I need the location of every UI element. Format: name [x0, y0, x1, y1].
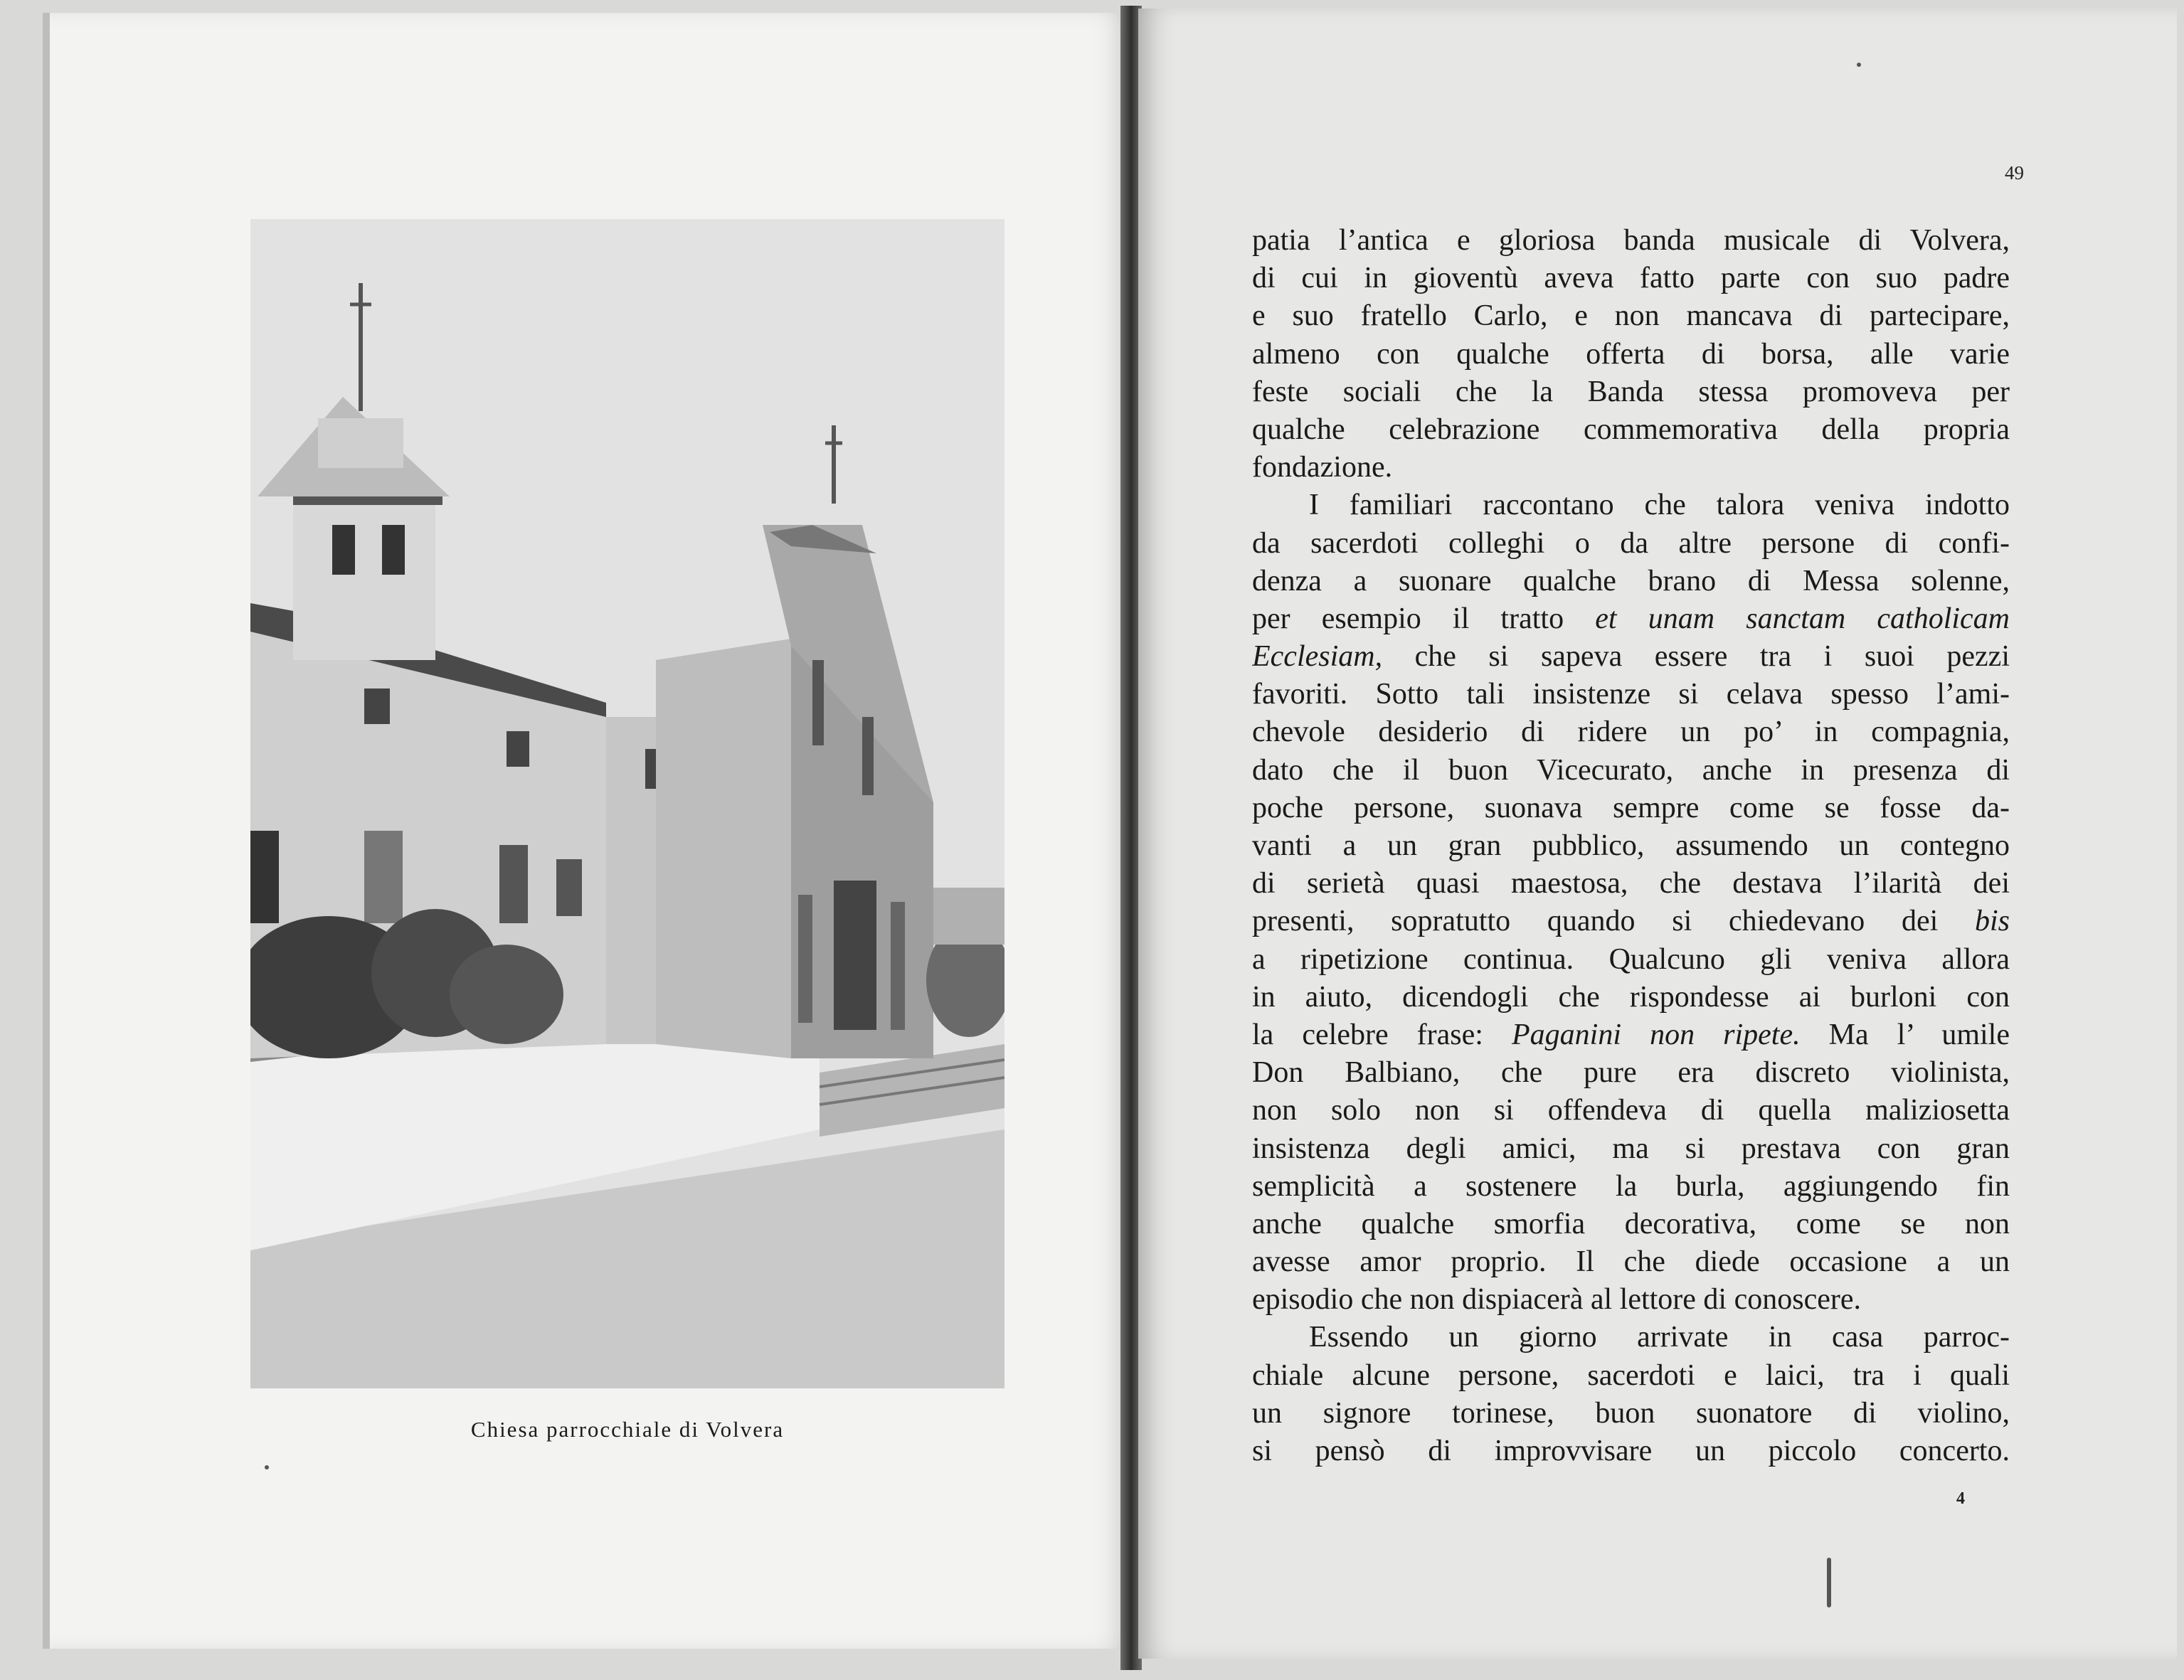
text-run: un signore torinese, buon suonatore di violino,	[1252, 1396, 2010, 1430]
text-run: episodio che non dispiacerà al lettore di conoscere.	[1252, 1283, 1861, 1317]
text-line	[1252, 1206, 2010, 1243]
text-line	[1252, 1357, 2010, 1395]
text-run: denza a suonare qualche brano di Messa solenne,	[1252, 564, 2010, 597]
text-line	[1252, 373, 2010, 411]
text-line	[1252, 979, 2010, 1016]
text-line	[1252, 1092, 2010, 1129]
text-run: feste sociali che la Banda stessa promoveva per	[1252, 375, 2010, 408]
text-line	[1252, 487, 2010, 524]
text-run: insistenza degli amici, ma si prestava con gran	[1252, 1132, 2010, 1165]
text-run: da sacerdoti colleghi o da altre persone di confi-	[1252, 526, 2010, 560]
text-line	[1252, 1395, 2010, 1432]
italic-run: et unam sanctam catholicam	[1595, 602, 2010, 635]
text-line	[1252, 1319, 2010, 1356]
text-run: in aiuto, dicendogli che rispondesse ai burloni con	[1252, 980, 2010, 1014]
text-run: chiale alcune persone, sacerdoti e laici, tra i quali	[1252, 1359, 2010, 1392]
church-photograph	[250, 219, 1004, 1388]
text-run: presenti, sopratutto quando si chiedevano dei	[1252, 905, 1975, 938]
signature-mark: 4	[1956, 1489, 1965, 1508]
text-line	[1252, 752, 2010, 790]
body-text	[1252, 222, 2010, 1470]
text-line	[1252, 827, 2010, 865]
text-line	[1252, 790, 2010, 827]
text-line	[1252, 1054, 2010, 1092]
text-run: favoriti. Sotto tali insistenze si celava spesso l’ami-	[1252, 678, 2010, 711]
text-line	[1252, 676, 2010, 713]
text-line	[1252, 941, 2010, 979]
text-line	[1252, 525, 2010, 563]
text-run: la celebre frase:	[1252, 1018, 1512, 1051]
text-line	[1252, 1130, 2010, 1168]
text-line	[1252, 638, 2010, 676]
text-run: qualche celebrazione commemorativa della propria	[1252, 413, 2010, 446]
church-photograph-icon	[250, 219, 1004, 1388]
text-line	[1252, 222, 2010, 260]
text-line	[1252, 713, 2010, 751]
text-run: almeno con qualche offerta di borsa, alle varie	[1252, 337, 2010, 371]
text-run: chevole desiderio di ridere un po’ in compagnia,	[1252, 716, 2010, 749]
text-line	[1252, 1243, 2010, 1281]
text-run: poche persone, suonava sempre come se fosse da-	[1252, 791, 2010, 824]
text-run: semplicità a sostenere la burla, aggiungendo fin	[1252, 1169, 2010, 1203]
text-run: Don Balbiano, che pure era discreto violinista,	[1252, 1056, 2010, 1090]
text-run: Ma l’ umile	[1800, 1018, 2010, 1051]
text-run: avesse amor proprio. Il che diede occasione a un	[1252, 1245, 2010, 1279]
text-run: vanti a un gran pubblico, assumendo un contegno	[1252, 829, 2010, 862]
text-line	[1252, 600, 2010, 638]
text-line	[1252, 411, 2010, 449]
text-run: non solo non si offendeva di quella maliziosetta	[1252, 1094, 2010, 1127]
text-line	[1252, 297, 2010, 335]
text-run: anche qualche smorfia decorativa, come se non	[1252, 1207, 2010, 1240]
page-number: 49	[2005, 162, 2024, 184]
text-line	[1252, 260, 2010, 297]
dust-speck	[1857, 63, 1861, 67]
text-run: dato che il buon Vicecurato, anche in presenza di	[1252, 753, 2010, 787]
text-run: fondazione.	[1252, 451, 1393, 484]
text-run: per esempio il tratto	[1252, 602, 1596, 635]
text-run: di serietà quasi maestosa, che destava l’ilarità dei	[1252, 867, 2010, 900]
dust-speck	[265, 1465, 269, 1469]
text-line	[1252, 903, 2010, 940]
text-line	[1252, 1016, 2010, 1054]
italic-run: bis	[1974, 905, 2010, 938]
text-line	[1252, 1432, 2010, 1470]
text-line	[1252, 1168, 2010, 1206]
dust-speck	[1827, 1558, 1831, 1607]
text-run: di cui in gioventù aveva fatto parte con suo padre	[1252, 262, 2010, 295]
text-line	[1252, 1281, 2010, 1319]
text-run: si pensò di improvvisare un piccolo concerto.	[1252, 1435, 2010, 1467]
text-line	[1252, 865, 2010, 903]
photo-caption: Chiesa parrocchiale di Volvera	[470, 1417, 785, 1442]
text-line	[1252, 563, 2010, 600]
text-line	[1252, 336, 2010, 373]
text-run: a ripetizione continua. Qualcuno gli veniva allora	[1252, 942, 2010, 976]
text-run: patia l’antica e gloriosa banda musicale di Volvera,	[1252, 224, 2010, 257]
italic-run: Ecclesiam,	[1252, 640, 1383, 674]
text-run: Essendo un giorno arrivate in casa parroc-	[1309, 1321, 2010, 1354]
text-run: che si sapeva essere tra i suoi pezzi	[1382, 640, 2010, 674]
text-run: e suo fratello Carlo, e non mancava di partecipare,	[1252, 299, 2010, 333]
text-line	[1252, 449, 2010, 487]
italic-run: Paganini non ripete.	[1512, 1018, 1801, 1051]
text-run: I familiari raccontano che talora veniva indotto	[1309, 489, 2010, 522]
